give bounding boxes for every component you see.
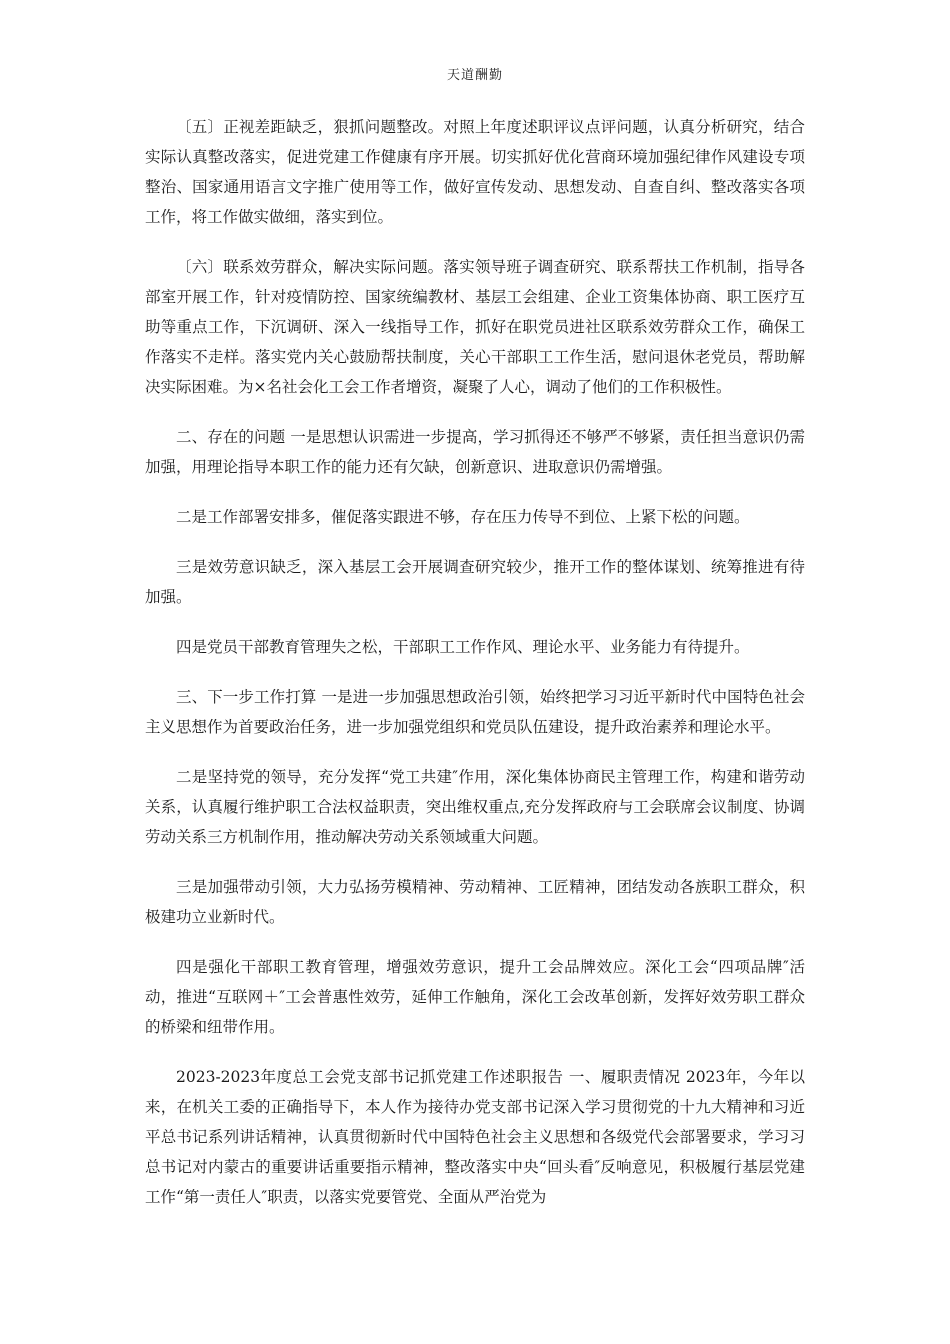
paragraph-plan-1: 三、下一步工作打算 一是进一步加强思想政治引领，始终把学习习近平新时代中国特色社会主义思想作为首要政治任务，进一步加强党组织和党员队伍建设，提升政治素养和理论水平。 bbox=[145, 688, 805, 736]
paragraph-problems-2: 二是工作部署安排多，催促落实跟进不够，存在压力传导不到位、上紧下松的问题。 bbox=[176, 508, 750, 526]
paragraph-plan-4: 四是强化干部职工教育管理，增强效劳意识，提升工会品牌效应。深化工会“四项品牌″活动，推进“互联网＋″工会普惠性效劳，延伸工作触角，深化工会改革创新，发挥好效劳职工群众的桥梁和纽带作用。 bbox=[145, 958, 805, 1036]
document-body bbox=[145, 112, 805, 1232]
paragraph-report-intro: 2023-2023年度总工会党支部书记抓党建工作述职报告 一、履职责情况 2023年，今年以来，在机关工委的正确指导下，本人作为接待办党支部书记深入学习贯彻党的十九大精神和习近平总书记系列讲话精神，认真贯彻新时代中国特色社会主义思想和各级党代会部署要求，学习习总书记对内蒙古的重要讲话重要指示精神，整改落实中央“回头看″反响意见，积极履行基层党建工作“第一责任人″职责，以落实党要管党、全面从严治党为 bbox=[145, 1068, 805, 1206]
paragraph-section-6: 〔六〕联系效劳群众，解决实际问题。落实领导班子调查研究、联系帮扶工作机制，指导各部室开展工作，针对疫情防控、国家统编教材、基层工会组建、企业工资集体协商、职工医疗互助等重点工作，下沉调研、深入一线指导工作，抓好在职党员进社区联系效劳群众工作，确保工作落实不走样。落实党内关心鼓励帮扶制度，关心干部职工工作生活，慰问退休老党员，帮助解决实际困难。为×名社会化工会工作者增资，凝聚了人心，调动了他们的工作积极性。 bbox=[145, 258, 805, 396]
paragraph-plan-3: 三是加强带动引领，大力弘扬劳模精神、劳动精神、工匠精神，团结发动各族职工群众，积极建功立业新时代。 bbox=[145, 878, 805, 926]
paragraph-problems-3: 三是效劳意识缺乏，深入基层工会开展调查研究较少，推开工作的整体谋划、统筹推进有待加强。 bbox=[145, 558, 805, 606]
paragraph-problems-1: 二、存在的问题 一是思想认识需进一步提高，学习抓得还不够严不够紧，责任担当意识仍需加强，用理论指导本职工作的能力还有欠缺，创新意识、进取意识仍需增强。 bbox=[145, 428, 805, 476]
paragraph-plan-2: 二是坚持党的领导，充分发挥“党工共建″作用，深化集体协商民主管理工作，构建和谐劳动关系，认真履行维护职工合法权益职责，突出维权重点,充分发挥政府与工会联席会议制度、协调劳动关系三方机制作用，推动解决劳动关系领域重大问题。 bbox=[145, 768, 805, 846]
paragraph-section-5: 〔五〕正视差距缺乏，狠抓问题整改。对照上年度述职评议点评问题，认真分析研究，结合实际认真整改落实，促进党建工作健康有序开展。切实抓好优化营商环境加强纪律作风建设专项整治、国家通用语言文字推广使用等工作，做好宣传发动、思想发动、自查自纠、整改落实各项工作，将工作做实做细，落实到位。 bbox=[145, 118, 805, 226]
paragraph-problems-4: 四是党员干部教育管理失之松，干部职工工作作风、理论水平、业务能力有待提升。 bbox=[176, 638, 750, 656]
page-header: 天道酬勤 bbox=[446, 68, 503, 83]
